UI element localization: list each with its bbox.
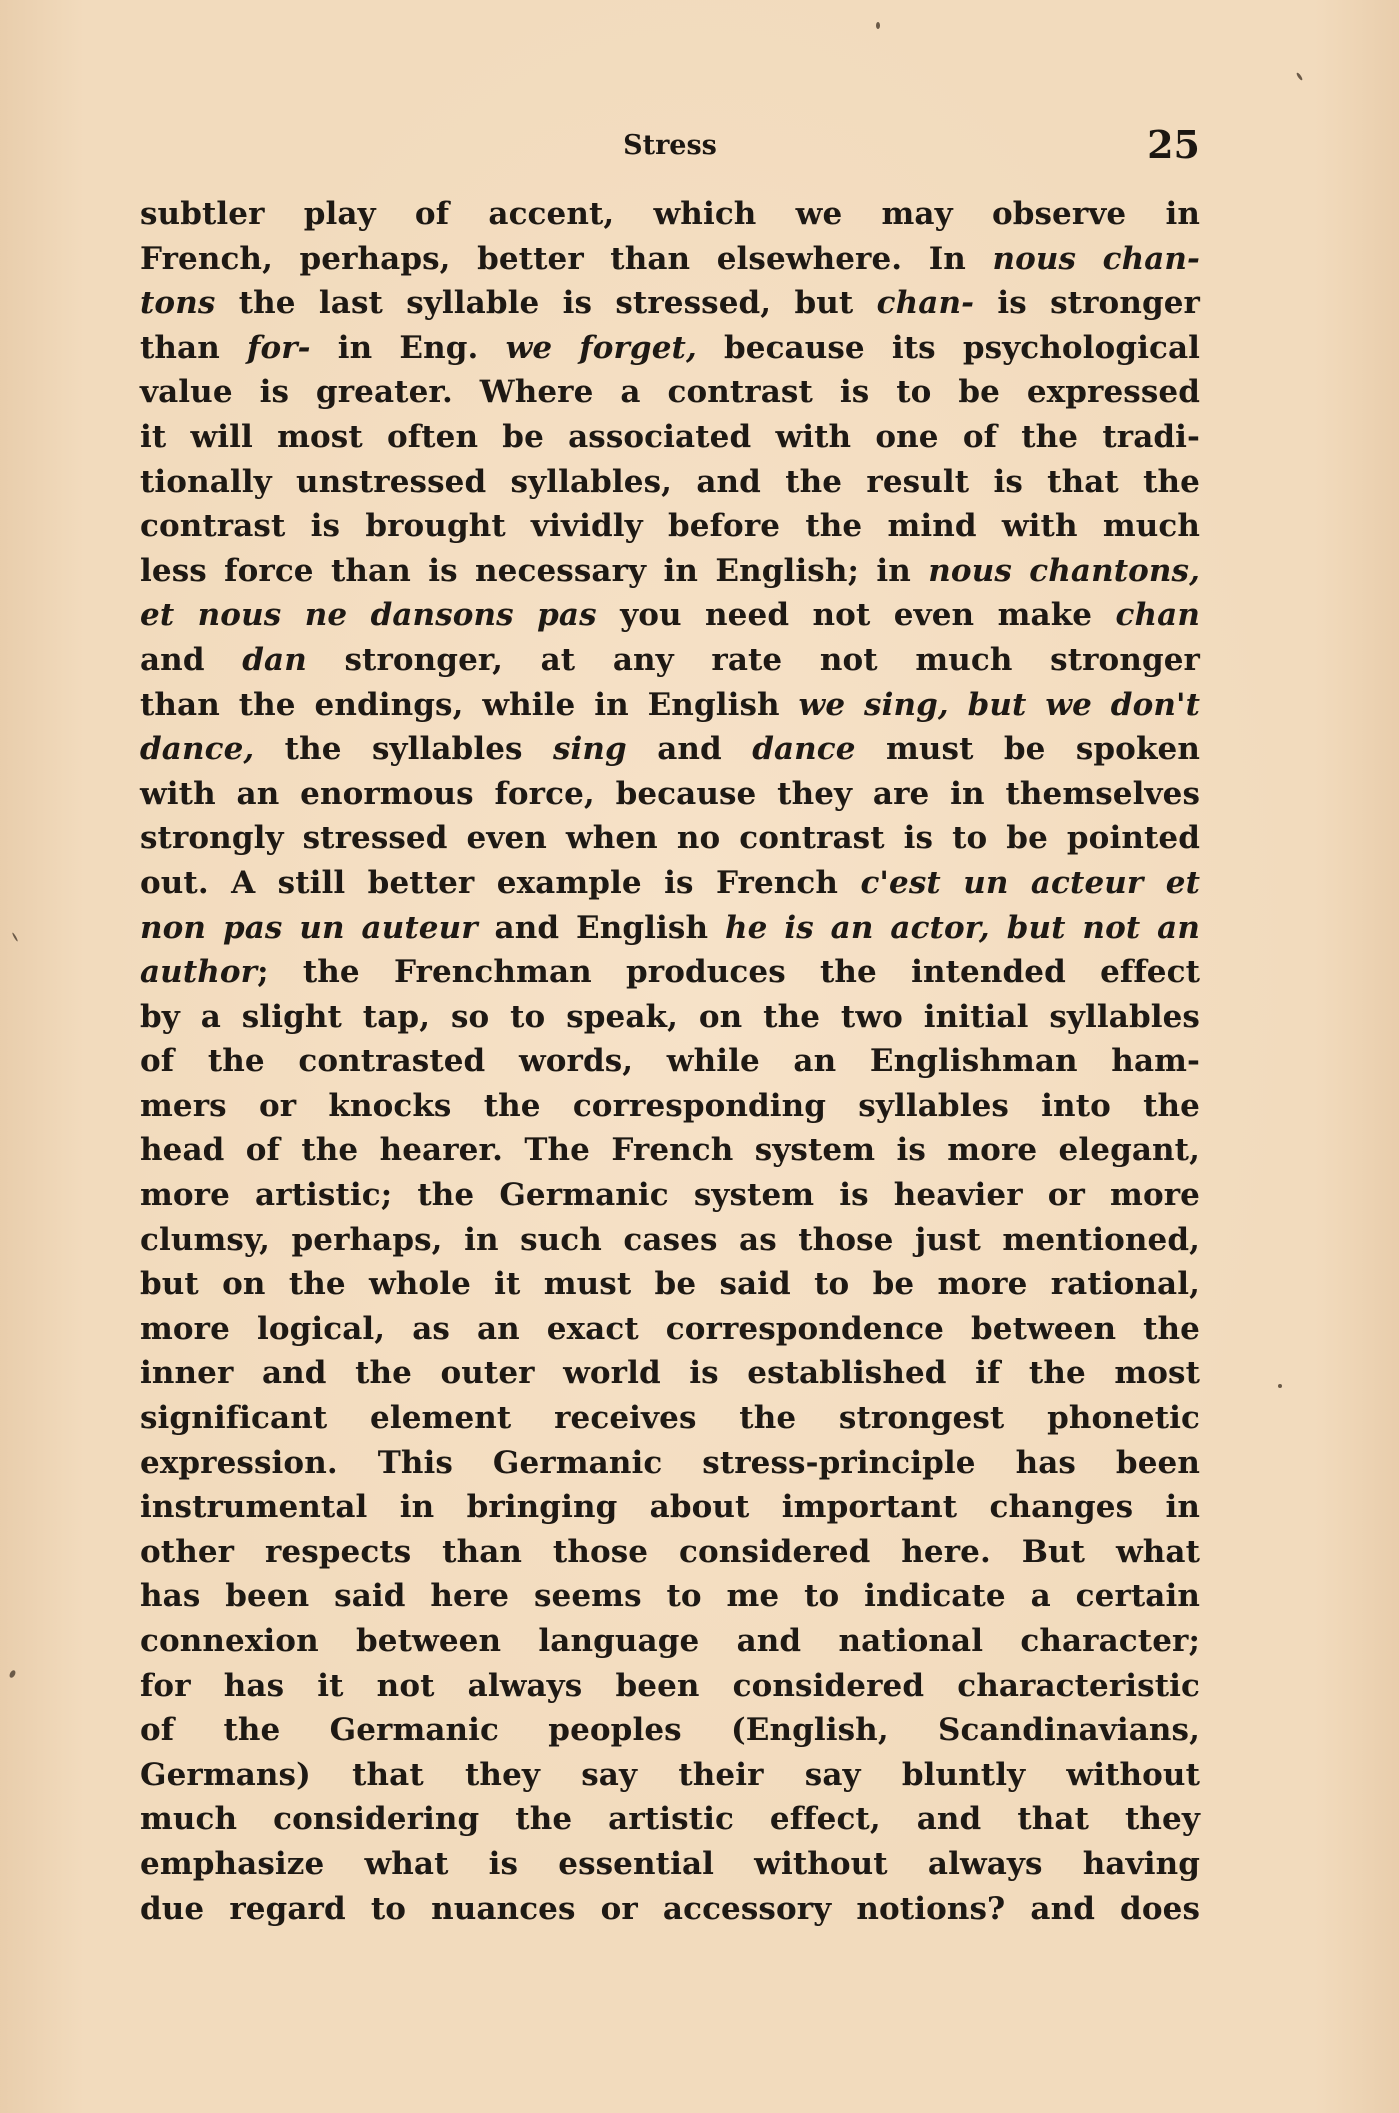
- italic-phrase: he is an actor, but not an: [725, 909, 1200, 946]
- text-run: has been said here seems to me to indicate a certain: [140, 1578, 1200, 1615]
- text-line: [140, 281, 1200, 326]
- italic-phrase: nous chantons,: [928, 552, 1200, 589]
- text-line: [140, 861, 1200, 906]
- text-line: [140, 1797, 1200, 1842]
- text-run: French, perhaps, better than elsewhere. In: [140, 240, 993, 277]
- italic-phrase: dance: [752, 731, 856, 768]
- text-run: emphasize what is essential without always having: [140, 1845, 1200, 1882]
- text-run: connexion between language and national character;: [140, 1623, 1200, 1659]
- text-run: contrast is brought vividly before the mind with much: [140, 508, 1200, 545]
- text-run: you need not even make: [596, 597, 1116, 634]
- paper-speck: [8, 1669, 16, 1678]
- text-line: [140, 593, 1200, 638]
- text-run: of the Germanic peoples (English, Scandinavians,: [140, 1712, 1200, 1749]
- text-run: in Eng.: [310, 329, 506, 366]
- text-run: with an enormous force, because they are in themselves: [140, 775, 1200, 812]
- running-head-title: Stress: [623, 130, 717, 161]
- text-line: [140, 1084, 1200, 1129]
- text-run: mers or knocks the corresponding syllables into the: [140, 1087, 1200, 1124]
- text-run: of the contrasted words, while an Englishman ham-: [140, 1043, 1200, 1080]
- text-run: more logical, as an exact correspondence between the: [140, 1310, 1200, 1347]
- italic-phrase: et nous ne dansons pas: [140, 597, 597, 634]
- text-line: [140, 1307, 1200, 1352]
- text-run: and: [140, 641, 243, 678]
- text-run: tionally unstressed syllables, and the result is that the: [140, 463, 1200, 500]
- italic-phrase: dance,: [140, 731, 255, 768]
- text-run: clumsy, perhaps, in such cases as those just mentioned,: [140, 1221, 1200, 1258]
- text-run: Germans) that they say their say bluntly without: [140, 1756, 1200, 1793]
- italic-phrase: author: [140, 954, 258, 991]
- text-line: [140, 1128, 1200, 1173]
- text-run: value is greater. Where a contrast is to be expressed: [140, 374, 1200, 411]
- text-line: [140, 727, 1200, 772]
- text-line: [140, 1262, 1200, 1307]
- text-line: [140, 950, 1200, 995]
- text-line: [140, 1842, 1200, 1887]
- text-line: [140, 1887, 1200, 1932]
- text-line: [140, 816, 1200, 861]
- text-line: [140, 460, 1200, 505]
- italic-phrase: dan: [242, 641, 307, 678]
- page-number: 25: [1147, 122, 1200, 167]
- text-line: [140, 370, 1200, 415]
- text-line: [140, 1619, 1200, 1664]
- italic-phrase: chan: [1115, 597, 1200, 634]
- italic-phrase: non pas un auteur: [140, 909, 478, 946]
- text-run: it will most often be associated with one of the tradi-: [140, 418, 1200, 455]
- italic-phrase: chan-: [876, 285, 975, 322]
- text-run: ; the Frenchman produces the intended effect: [257, 954, 1200, 991]
- paper-speck: [12, 932, 19, 942]
- text-line: [140, 1530, 1200, 1575]
- text-run: stronger, at any rate not much stronger: [306, 641, 1200, 678]
- text-run: inner and the outer world is established if the most: [140, 1355, 1200, 1392]
- text-line: [140, 1396, 1200, 1441]
- text-run: due regard to nuances or accessory notions? and does: [140, 1890, 1200, 1927]
- text-line: [140, 1485, 1200, 1530]
- text-line: [140, 1441, 1200, 1486]
- text-run: expression. This Germanic stress-principle has been: [140, 1444, 1200, 1481]
- text-line: [140, 1753, 1200, 1798]
- text-run: out. A still better example is French: [140, 864, 861, 901]
- text-run: must be spoken: [855, 731, 1200, 768]
- text-run: the last syllable is stressed, but: [215, 285, 877, 322]
- text-run: for has it not always been considered characteristic: [140, 1667, 1200, 1704]
- text-line: [140, 1574, 1200, 1619]
- text-line: [140, 1708, 1200, 1753]
- paper-speck: [1278, 1384, 1282, 1388]
- text-run: instrumental in bringing about important changes in: [140, 1489, 1200, 1526]
- text-run: than the endings, while in English: [140, 686, 799, 723]
- text-run: subtler play of accent, which we may observe in: [140, 196, 1200, 232]
- running-head: [140, 122, 1200, 166]
- italic-phrase: c'est un acteur et: [860, 864, 1200, 901]
- text-line: [140, 549, 1200, 594]
- italic-phrase: nous chan-: [992, 240, 1201, 277]
- text-line: [140, 1664, 1200, 1709]
- paper-speck: [1296, 72, 1304, 81]
- text-line: [140, 237, 1200, 282]
- text-run: but on the whole it must be said to be more rational,: [140, 1266, 1200, 1303]
- text-run: strongly stressed even when no contrast is to be pointed: [140, 820, 1200, 857]
- body-text: [140, 192, 1200, 1931]
- text-line: [140, 415, 1200, 460]
- text-run: much considering the artistic effect, and that they: [140, 1801, 1200, 1838]
- italic-phrase: we forget,: [505, 329, 697, 366]
- text-run: because its psychological: [696, 329, 1201, 366]
- paper-speck: [876, 22, 880, 29]
- text-line: [140, 1173, 1200, 1218]
- text-line: [140, 638, 1200, 683]
- text-line: [140, 1218, 1200, 1263]
- italic-phrase: we sing, but we don't: [798, 686, 1200, 723]
- text-run: more artistic; the Germanic system is heavier or more: [140, 1177, 1200, 1214]
- text-run: other respects than those considered here. But what: [140, 1533, 1200, 1570]
- text-line: [140, 326, 1200, 371]
- text-run: than: [140, 329, 248, 366]
- italic-phrase: tons: [140, 285, 216, 322]
- text-line: [140, 772, 1200, 817]
- italic-phrase: for-: [247, 329, 311, 366]
- italic-phrase: sing: [552, 731, 627, 768]
- text-run: significant element receives the strongest phonetic: [140, 1400, 1200, 1437]
- text-run: and: [626, 731, 753, 768]
- text-line: [140, 683, 1200, 728]
- text-run: head of the hearer. The French system is more elegant,: [140, 1132, 1200, 1169]
- text-line: [140, 504, 1200, 549]
- text-run: by a slight tap, so to speak, on the two initial syllables: [140, 998, 1200, 1035]
- text-line: [140, 906, 1200, 951]
- text-run: the syllables: [254, 731, 553, 768]
- text-run: less force than is necessary in English; in: [140, 552, 929, 589]
- text-line: [140, 1351, 1200, 1396]
- text-run: is stronger: [974, 285, 1200, 322]
- text-run: and English: [477, 909, 726, 946]
- text-line: [140, 192, 1200, 237]
- text-line: [140, 1039, 1200, 1084]
- text-line: [140, 995, 1200, 1040]
